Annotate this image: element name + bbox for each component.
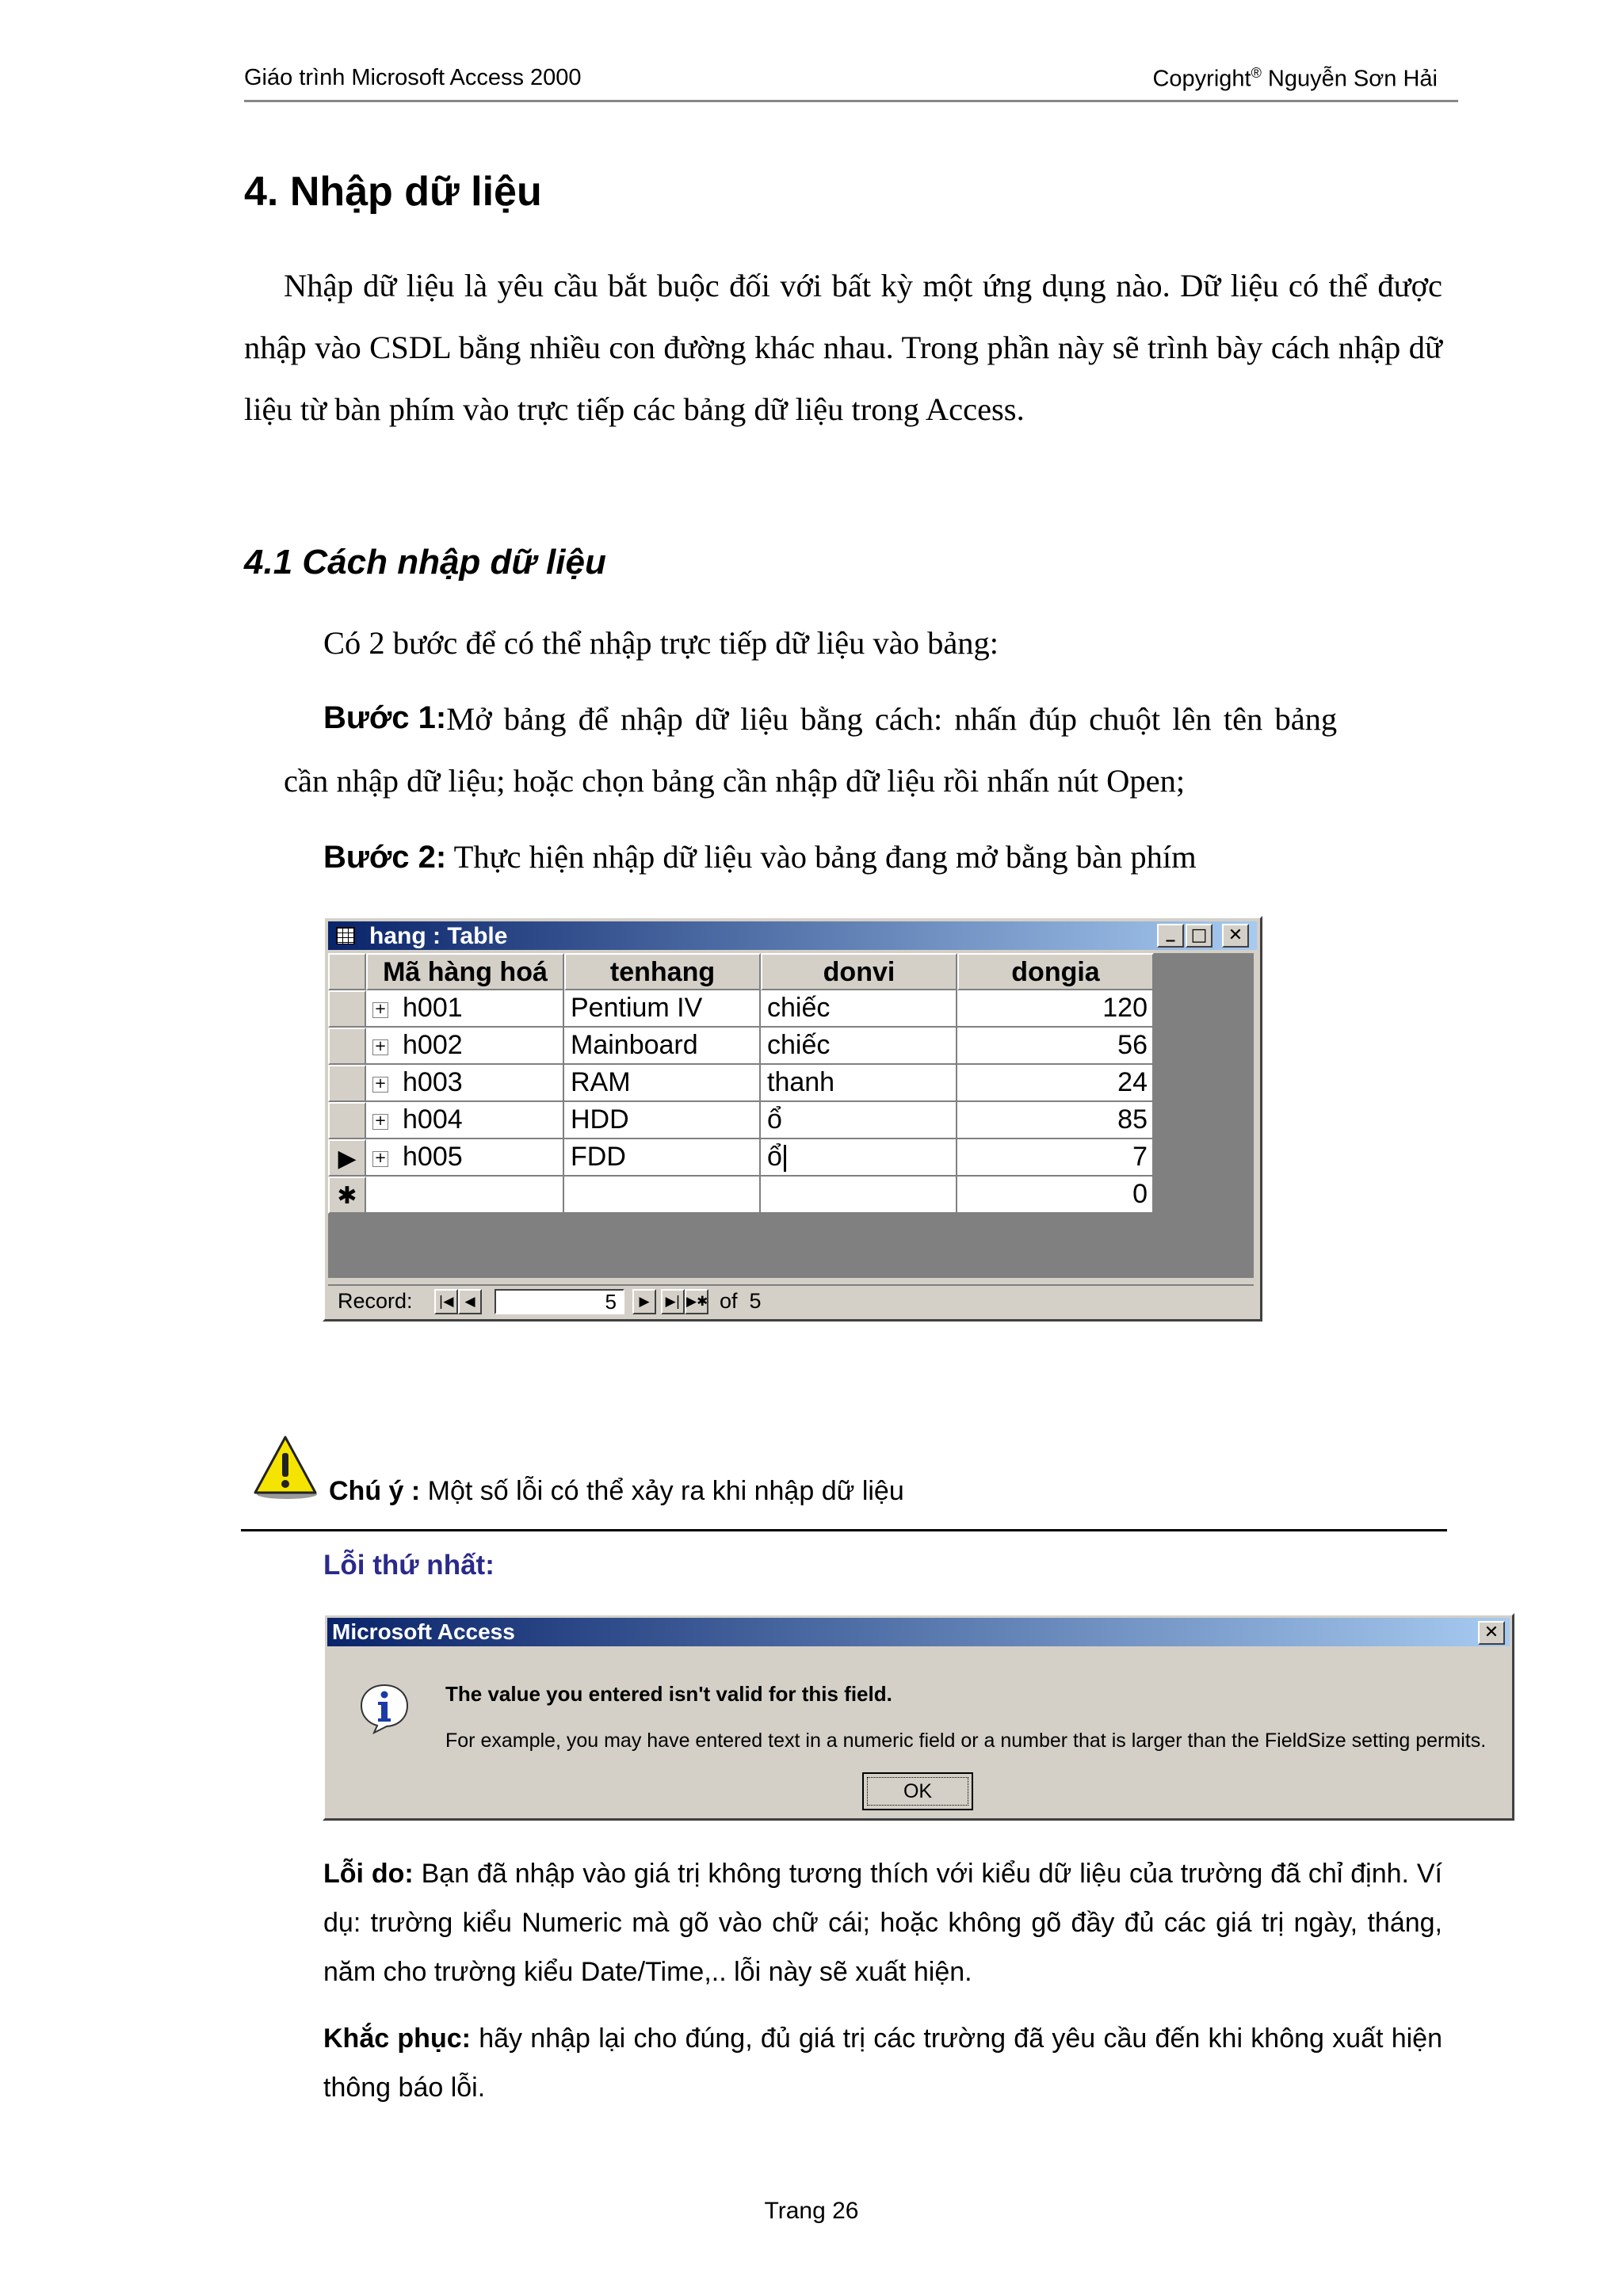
new-cell-tenhang[interactable] — [564, 1177, 761, 1214]
warning-icon — [252, 1434, 319, 1501]
minimize-button[interactable]: _ — [1157, 924, 1184, 948]
datasheet-icon — [336, 927, 355, 944]
cause-label: Lỗi do: — [323, 1859, 414, 1889]
record-count: of 5 — [720, 1289, 762, 1313]
table-cell-tenhang[interactable]: Mainboard — [564, 1028, 761, 1065]
cell-text: h002 — [403, 1030, 463, 1060]
cell-text: h004 — [403, 1104, 463, 1135]
error-dialog — [323, 1613, 1514, 1821]
previous-record-button[interactable]: ◀ — [458, 1289, 482, 1314]
new-record-button[interactable]: ▶✱ — [685, 1289, 708, 1314]
new-record-indicator[interactable]: ✱ — [328, 1177, 366, 1214]
note-label: Chú ý : — [329, 1476, 421, 1506]
dialog-message: The value you entered isn't valid for this field. — [445, 1682, 892, 1706]
row-selector[interactable] — [328, 1102, 366, 1139]
table-cell-ma-hang[interactable] — [366, 1028, 564, 1065]
current-row-indicator[interactable]: ▶ — [328, 1139, 366, 1177]
table-cell-tenhang[interactable]: HDD — [564, 1102, 761, 1139]
table-window-title: hang : Table — [369, 923, 508, 949]
dialog-close-button[interactable]: ✕ — [1478, 1621, 1505, 1645]
table-cell-donvi-editing[interactable] — [761, 1139, 957, 1177]
scroll-track — [1154, 953, 1254, 1278]
row-selector-header — [328, 953, 366, 990]
intro-text: Nhập dữ liệu là yêu cầu bắt buộc đối với bất kỳ một ứng dụng nào. Dữ liệu có thể được nhập vào CSDL bằng nhiều con đường khác nhau. Trong phần này sẽ trình bày cách nhập dữ liệu từ bàn phím vào trực tiếp các bảng dữ liệu trong Access. — [244, 268, 1442, 427]
table-cell-dongia[interactable]: 24 — [957, 1065, 1154, 1102]
new-cell-dongia[interactable]: 0 — [957, 1177, 1154, 1214]
next-record-button[interactable]: ▶ — [632, 1289, 656, 1314]
note-line — [329, 1476, 904, 1507]
header-rule — [244, 100, 1458, 102]
record-navigation-bar — [328, 1284, 1254, 1318]
table-cell-donvi[interactable]: ổ — [761, 1102, 957, 1139]
dialog-titlebar[interactable] — [327, 1618, 1510, 1646]
note-divider — [241, 1529, 1447, 1531]
ok-button[interactable] — [862, 1772, 973, 1810]
column-header-ma-hang-hoa[interactable]: Mã hàng hoá — [366, 953, 564, 990]
dialog-title: Microsoft Access — [332, 1619, 515, 1644]
cell-text: h003 — [403, 1067, 463, 1097]
row-selector[interactable] — [328, 990, 366, 1028]
text-cursor — [784, 1145, 786, 1172]
table-cell-ma-hang[interactable] — [366, 1065, 564, 1102]
first-record-button[interactable]: |◀ — [434, 1289, 458, 1314]
section-title: 4. Nhập dữ liệu — [244, 169, 542, 215]
expand-icon[interactable]: + — [372, 1039, 388, 1055]
registered-mark: ® — [1251, 65, 1262, 81]
subsection-title: 4.1 Cách nhập dữ liệu — [244, 543, 606, 582]
table-cell-dongia[interactable]: 7 — [957, 1139, 1154, 1177]
step1-line2: cần nhập dữ liệu; hoặc chọn bảng cần nhập dữ liệu rồi nhấn nút Open; — [284, 763, 1186, 799]
table-cell-donvi[interactable]: thanh — [761, 1065, 957, 1102]
new-cell-ma-hang[interactable] — [366, 1177, 564, 1214]
expand-icon[interactable]: + — [372, 1151, 388, 1167]
record-label: Record: — [338, 1289, 413, 1313]
fix-paragraph — [323, 2014, 1442, 2112]
expand-icon[interactable]: + — [372, 1077, 388, 1093]
step1-label: Bước 1: — [323, 700, 447, 735]
expand-icon[interactable]: + — [372, 1002, 388, 1018]
ok-label: OK — [867, 1777, 968, 1806]
table-cell-tenhang[interactable]: FDD — [564, 1139, 761, 1177]
step1-line1 — [323, 700, 1442, 738]
cell-text: h001 — [403, 993, 463, 1023]
lead-text: Có 2 bước để có thể nhập trực tiếp dữ liệu vào bảng: — [323, 625, 999, 661]
header-right — [1152, 65, 1438, 93]
note-text: Một số lỗi có thể xảy ra khi nhập dữ liệu — [420, 1476, 904, 1506]
cell-text: ổ — [767, 1142, 782, 1172]
table-window-titlebar[interactable] — [328, 921, 1257, 950]
close-button[interactable]: ✕ — [1222, 924, 1249, 948]
table-cell-ma-hang[interactable] — [366, 1139, 564, 1177]
header-left: Giáo trình Microsoft Access 2000 — [244, 65, 582, 90]
table-cell-donvi[interactable]: chiếc — [761, 1028, 957, 1065]
table-window — [323, 916, 1262, 1322]
table-cell-donvi[interactable]: chiếc — [761, 990, 957, 1028]
record-number-input[interactable]: 5 — [495, 1289, 624, 1314]
fix-text: hãy nhập lại cho đúng, đủ giá trị các trường đã yêu cầu đến khi không xuất hiện thông báo lỗi. — [323, 2023, 1442, 2103]
last-record-button[interactable]: ▶| — [661, 1289, 685, 1314]
table-cell-tenhang[interactable]: RAM — [564, 1065, 761, 1102]
datasheet-grid — [328, 953, 1254, 1278]
step2-line — [323, 838, 1197, 875]
page-number: Trang 26 — [764, 2198, 859, 2224]
cause-text: Bạn đã nhập vào giá trị không tương thích với kiểu dữ liệu của trường đã chỉ định. Ví dụ: trường kiểu Numeric mà gõ vào chữ cái; hoặc không gõ đầy đủ các giá trị ngày, tháng, năm cho trường kiểu Date/Time,.. lỗi này sẽ xuất hiện. — [323, 1859, 1442, 1987]
expand-icon[interactable]: + — [372, 1114, 388, 1130]
info-icon — [358, 1682, 411, 1734]
row-selector[interactable] — [328, 1028, 366, 1065]
copyright-word: Copyright — [1152, 66, 1251, 92]
new-cell-donvi[interactable] — [761, 1177, 957, 1214]
step2-text: Thực hiện nhập dữ liệu vào bảng đang mở bằng bàn phím — [446, 839, 1197, 875]
table-cell-ma-hang[interactable] — [366, 990, 564, 1028]
error1-title: Lỗi thứ nhất: — [323, 1550, 495, 1581]
row-selector[interactable] — [328, 1065, 366, 1102]
column-header-dongia[interactable]: dongia — [957, 953, 1154, 990]
author-name: Nguyễn Sơn Hải — [1261, 66, 1438, 92]
dialog-detail: For example, you may have entered text in a numeric field or a number that is larger than the FieldSize setting permits. — [445, 1730, 1487, 1752]
column-header-tenhang[interactable]: tenhang — [564, 953, 761, 990]
fix-label: Khắc phục: — [323, 2023, 471, 2054]
column-header-donvi[interactable]: donvi — [761, 953, 957, 990]
table-cell-ma-hang[interactable] — [366, 1102, 564, 1139]
step2-label: Bước 2: — [323, 840, 447, 875]
table-cell-dongia[interactable]: 85 — [957, 1102, 1154, 1139]
intro-paragraph — [244, 255, 1442, 441]
maximize-button[interactable]: □ — [1186, 924, 1212, 948]
cell-text: h005 — [403, 1142, 463, 1172]
table-cell-dongia[interactable]: 56 — [957, 1028, 1154, 1065]
cause-paragraph — [323, 1849, 1442, 1997]
table-cell-tenhang[interactable]: Pentium IV — [564, 990, 761, 1028]
step1-text: Mở bảng để nhập dữ liệu bằng cách: nhấn đúp chuột lên tên bảng — [446, 701, 1338, 737]
table-cell-dongia[interactable]: 120 — [957, 990, 1154, 1028]
